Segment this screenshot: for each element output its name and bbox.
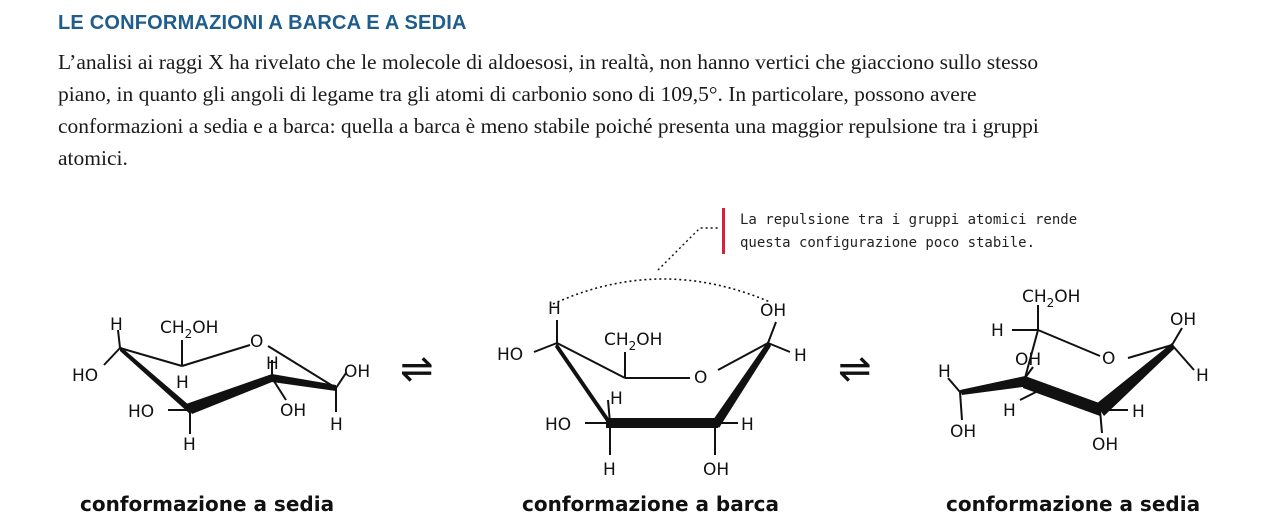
right-chair-structure <box>938 287 1209 455</box>
mid-h-4: H <box>603 460 616 480</box>
right-ring-o: O <box>1102 349 1116 369</box>
left-ho-2: HO <box>128 402 155 422</box>
left-ring-o: O <box>250 332 264 352</box>
right-h-1: H <box>991 321 1004 341</box>
left-ch2oh-label <box>160 318 218 341</box>
left-h-4: H <box>330 415 343 435</box>
right-ch: CH <box>1022 287 1047 307</box>
right-oh-inner: OH <box>1015 350 1042 370</box>
left-sub-2: 2 <box>184 327 193 341</box>
equilibrium-arrow-2: ⇌ <box>838 346 872 392</box>
left-h-top: H <box>110 315 123 335</box>
left-h-5: H <box>183 435 196 455</box>
right-h-2: H <box>1003 401 1016 421</box>
left-ch: CH <box>160 318 185 338</box>
mid-ch: CH <box>604 330 629 350</box>
left-h-2: H <box>176 373 189 393</box>
left-oh-2: OH <box>280 401 307 421</box>
mid-h-right: H <box>794 346 807 366</box>
right-oh-tail: OH <box>1054 287 1081 307</box>
mid-oh-top: OH <box>760 301 787 321</box>
right-oh-2: OH <box>1092 435 1119 455</box>
right-oh-1: OH <box>950 422 977 442</box>
right-h-right: H <box>1196 366 1209 386</box>
mid-sub-2: 2 <box>628 339 637 353</box>
mid-ring-o: O <box>694 368 708 388</box>
equilibrium-arrow-1: ⇌ <box>400 346 434 392</box>
note-line-2: questa configurazione poco stabile. <box>740 235 1036 251</box>
left-chair-structure <box>72 315 370 455</box>
mid-oh-bottom: OH <box>703 460 730 480</box>
caption-boat: conformazione a barca <box>522 492 779 516</box>
right-sub-2: 2 <box>1046 296 1055 310</box>
right-h-left: H <box>938 362 951 382</box>
mid-oh-tail: OH <box>636 330 663 350</box>
left-oh-tail: OH <box>192 318 219 338</box>
right-h-3: H <box>1132 402 1145 422</box>
mid-h-top: H <box>548 299 561 319</box>
caption-right-chair: conformazione a sedia <box>946 492 1201 516</box>
right-oh-top: OH <box>1170 310 1197 330</box>
note-line-1: La repulsione tra i gruppi atomici rende <box>740 212 1078 228</box>
middle-boat-structure <box>497 228 807 480</box>
mid-h-3: H <box>741 415 754 435</box>
right-ch2oh-label <box>1022 287 1080 310</box>
mid-h-2: H <box>610 389 623 409</box>
left-oh-1: OH <box>344 362 371 382</box>
left-ho-1: HO <box>72 366 99 386</box>
mid-ho-2: HO <box>545 415 572 435</box>
section-heading: LE CONFORMAZIONI A BARCA E A SEDIA <box>58 12 467 34</box>
body-paragraph: L’analisi ai raggi X ha rivelato che le molecole di aldoesosi, in realtà, non hanno vertici che giacciono sullo stesso piano, in quanto gli angoli di legame tra gli atomi di carbonio sono di 109,5°. In particolare, possono avere conformazioni a sedia e a barca: quella a barca è meno stabile poiché presenta una maggior repulsione tra i gruppi atomici. <box>58 50 1039 170</box>
mid-ch2oh-label <box>604 330 662 353</box>
left-h-3: H <box>266 354 279 374</box>
caption-left-chair: conformazione a sedia <box>80 492 335 516</box>
mid-ho-1: HO <box>497 345 524 365</box>
